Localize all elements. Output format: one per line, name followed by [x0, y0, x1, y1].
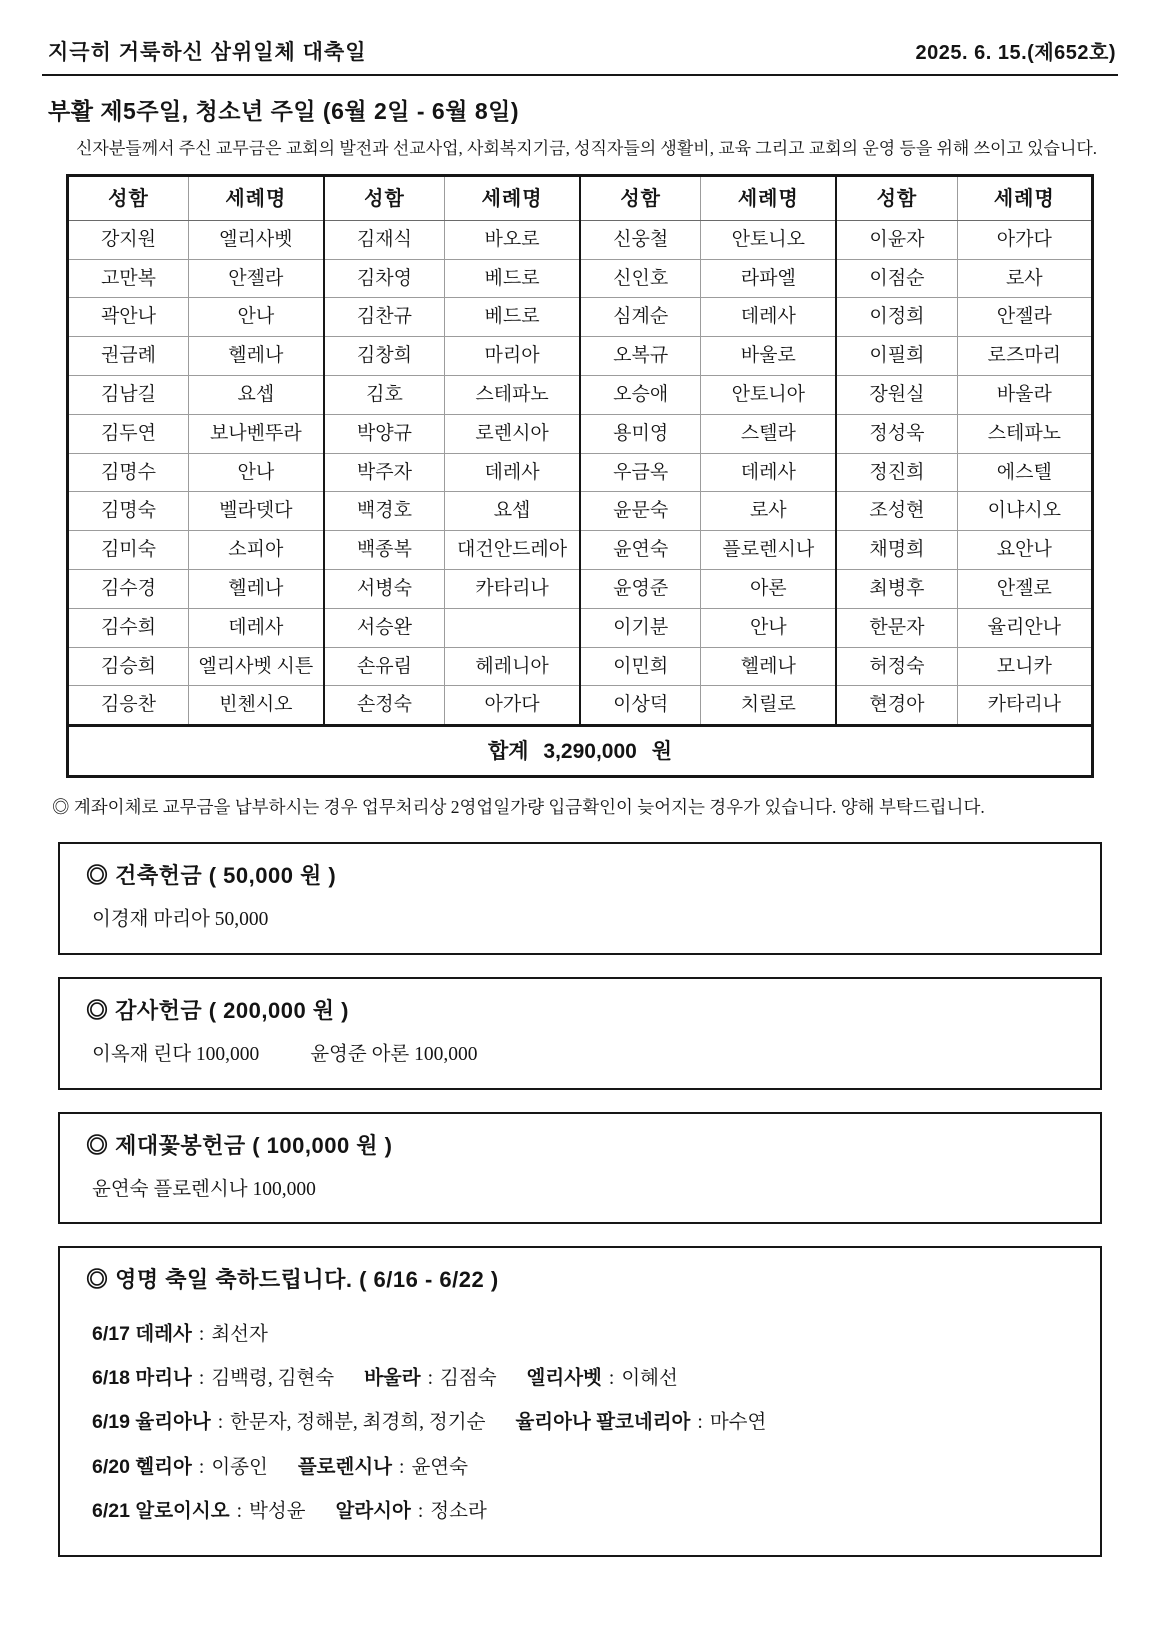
feast-person-names: 이혜선	[621, 1367, 678, 1389]
baptismal-name-cell: 요셉	[188, 376, 323, 415]
donor-name-cell: 현경아	[836, 686, 957, 726]
feast-person-names: 박성윤	[248, 1500, 306, 1522]
donation-row	[68, 647, 1093, 686]
donor-name-cell: 강지원	[68, 220, 189, 259]
baptismal-name-cell: 요셉	[445, 492, 580, 531]
baptismal-name-cell: 아가다	[445, 686, 580, 726]
baptismal-name-cell: 데레사	[701, 298, 836, 337]
donor-name-cell: 이필희	[836, 337, 957, 376]
baptismal-name-cell: 카타리나	[957, 686, 1092, 726]
baptismal-name-cell: 안토니오	[701, 220, 836, 259]
feast-saint-name: 알라시아	[335, 1499, 411, 1522]
feast-saint-name: 6/17 데레사	[92, 1322, 192, 1345]
donor-name-cell: 우금옥	[580, 453, 701, 492]
baptismal-name-cell: 벨라뎃다	[188, 492, 323, 531]
donation-table	[66, 174, 1094, 779]
thanksgiving-title: ◎ 감사헌금 ( 200,000 원 )	[86, 997, 349, 1023]
donor-name-cell: 심계순	[580, 298, 701, 337]
baptismal-name-cell: 에스텔	[957, 453, 1092, 492]
column-header-baptismal: 세례명	[188, 175, 323, 220]
baptismal-name-cell: 플로렌시나	[701, 531, 836, 570]
baptismal-name-cell: 율리안나	[957, 608, 1092, 647]
donation-row	[68, 531, 1093, 570]
column-header-baptismal: 세례명	[957, 175, 1092, 220]
donor-name-cell: 김응찬	[68, 686, 189, 726]
baptismal-name-cell: 베드로	[445, 259, 580, 298]
baptismal-name-cell: 치릴로	[701, 686, 836, 726]
feast-line	[92, 1362, 1078, 1392]
baptismal-name-cell: 이냐시오	[957, 492, 1092, 531]
baptismal-name-cell: 데레사	[701, 453, 836, 492]
donor-name-cell: 김찬규	[324, 298, 445, 337]
baptismal-name-cell: 아론	[701, 570, 836, 609]
feast-segment	[92, 1451, 268, 1481]
donor-name-cell: 한문자	[836, 608, 957, 647]
donor-name-cell: 허정숙	[836, 647, 957, 686]
offering-entry: 이경재 마리아 50,000	[92, 909, 269, 931]
baptismal-name-cell: 로사	[957, 259, 1092, 298]
donation-table-body	[68, 220, 1093, 725]
donation-total-row	[68, 726, 1093, 777]
building-fund-title: ◎ 건축헌금 ( 50,000 원 )	[86, 863, 337, 889]
feast-line	[92, 1495, 1078, 1525]
donor-name-cell: 손유림	[324, 647, 445, 686]
feast-separator: :	[608, 1367, 615, 1389]
feast-segment	[92, 1406, 485, 1436]
altar-flower-box	[58, 1112, 1102, 1225]
feast-person-names: 이종인	[211, 1456, 268, 1478]
feast-line	[92, 1318, 1078, 1348]
donor-name-cell: 김두연	[68, 414, 189, 453]
feast-person-names: 김점숙	[440, 1367, 497, 1389]
offering-entry: 이옥재 린다 100,000	[92, 1044, 260, 1066]
donation-row	[68, 220, 1093, 259]
donation-row	[68, 259, 1093, 298]
donor-name-cell: 김승희	[68, 647, 189, 686]
donor-name-cell: 김재식	[324, 220, 445, 259]
page-title: 부활 제5주일, 청소년 주일 (6월 2일 - 6월 8일)	[48, 98, 519, 125]
column-header-name: 성함	[580, 175, 701, 220]
baptismal-name-cell: 보나벤뚜라	[188, 414, 323, 453]
column-header-name: 성함	[836, 175, 957, 220]
baptismal-name-cell: 헬레나	[188, 570, 323, 609]
donor-name-cell: 이점순	[836, 259, 957, 298]
donation-row	[68, 492, 1093, 531]
baptismal-name-cell: 마리아	[445, 337, 580, 376]
feast-segment	[298, 1451, 468, 1481]
offering-entry: 윤연숙 플로렌시나 100,000	[92, 1178, 316, 1200]
donor-name-cell: 조성현	[836, 492, 957, 531]
donor-name-cell: 백종복	[324, 531, 445, 570]
thanksgiving-box	[58, 977, 1102, 1090]
donor-name-cell: 김명숙	[68, 492, 189, 531]
baptismal-name-cell: 데레사	[188, 608, 323, 647]
feast-title-header: 지극히 거룩하신 삼위일체 대축일	[48, 41, 367, 64]
feast-separator: :	[217, 1412, 224, 1434]
baptismal-name-cell: 안나	[701, 608, 836, 647]
feast-separator: :	[198, 1323, 205, 1345]
baptismal-name-cell: 엘리사벳	[188, 220, 323, 259]
donor-name-cell: 장원실	[836, 376, 957, 415]
donor-name-cell: 서승완	[324, 608, 445, 647]
total-amount: 3,290,000	[543, 740, 637, 764]
baptismal-name-cell: 베드로	[445, 298, 580, 337]
donor-name-cell: 권금례	[68, 337, 189, 376]
baptismal-name-cell: 카타리나	[445, 570, 580, 609]
feast-saint-name: 6/20 헬리아	[92, 1455, 192, 1478]
transfer-note: ◎ 계좌이체로 교무금을 납부하시는 경우 업무처리상 2영업일가량 입금확인이 늦어지는 경우가 있습니다. 양해 부탁드립니다.	[52, 797, 985, 818]
feast-line	[92, 1451, 1078, 1481]
donation-row	[68, 414, 1093, 453]
baptismal-name-cell: 바울로	[701, 337, 836, 376]
donation-row	[68, 337, 1093, 376]
feast-saint-name: 6/19 율리아나	[92, 1411, 211, 1434]
baptismal-name-cell: 안나	[188, 298, 323, 337]
donor-name-cell: 손정숙	[324, 686, 445, 726]
feast-separator: :	[697, 1412, 703, 1434]
donation-table-header-row	[68, 175, 1093, 220]
donor-name-cell: 고만복	[68, 259, 189, 298]
baptismal-name-cell: 헬레나	[701, 647, 836, 686]
baptismal-name-cell: 로렌시아	[445, 414, 580, 453]
feast-saint-name: 6/21 알로이시오	[92, 1499, 230, 1522]
column-header-baptismal: 세례명	[701, 175, 836, 220]
baptismal-name-cell: 안나	[188, 453, 323, 492]
donation-row	[68, 453, 1093, 492]
feast-saint-name: 바울라	[364, 1366, 421, 1389]
feast-day-title: ◎ 영명 축일 축하드립니다. ( 6/16 - 6/22 )	[86, 1267, 499, 1293]
thanksgiving-entries	[92, 1042, 1078, 1067]
baptismal-name-cell: 안젤로	[957, 570, 1092, 609]
donor-name-cell: 김창희	[324, 337, 445, 376]
baptismal-name-cell: 대건안드레아	[445, 531, 580, 570]
feast-saint-name: 플로렌시나	[297, 1455, 393, 1478]
baptismal-name-cell: 스테파노	[957, 414, 1092, 453]
donor-name-cell: 용미영	[580, 414, 701, 453]
donor-name-cell: 최병후	[836, 570, 957, 609]
baptismal-name-cell	[445, 608, 580, 647]
donor-name-cell: 신인호	[580, 259, 701, 298]
donor-name-cell: 이민희	[580, 647, 701, 686]
donation-table-wrap	[66, 174, 1094, 779]
feast-segment	[515, 1406, 766, 1436]
total-unit: 원	[651, 740, 672, 764]
baptismal-name-cell: 바울라	[957, 376, 1092, 415]
document-header	[42, 0, 1118, 76]
donor-name-cell: 이정희	[836, 298, 957, 337]
baptismal-name-cell: 아가다	[957, 220, 1092, 259]
feast-segment	[92, 1495, 306, 1525]
donation-row	[68, 298, 1093, 337]
baptismal-name-cell: 헬레나	[188, 337, 323, 376]
feast-separator: :	[417, 1500, 424, 1522]
donation-row	[68, 608, 1093, 647]
feast-person-names: 한문자, 정해분, 최경희, 정기순	[230, 1412, 486, 1434]
altar-flower-title: ◎ 제대꽃봉헌금 ( 100,000 원 )	[86, 1132, 393, 1158]
feast-person-names: 최선자	[211, 1323, 268, 1345]
donor-name-cell: 곽안나	[68, 298, 189, 337]
donor-name-cell: 김남길	[68, 376, 189, 415]
baptismal-name-cell: 안젤라	[188, 259, 323, 298]
donor-name-cell: 박주자	[324, 453, 445, 492]
total-label: 합계	[488, 740, 529, 764]
feast-saint-name: 엘리사벳	[526, 1366, 602, 1389]
donor-name-cell: 윤문숙	[580, 492, 701, 531]
baptismal-name-cell: 엘리사벳 시튼	[188, 647, 323, 686]
donor-name-cell: 이윤자	[836, 220, 957, 259]
feast-person-names: 마수연	[709, 1412, 767, 1434]
donor-name-cell: 정성욱	[836, 414, 957, 453]
baptismal-name-cell: 안젤라	[957, 298, 1092, 337]
feast-segment	[92, 1318, 268, 1348]
building-fund-box	[58, 842, 1102, 955]
donor-name-cell: 김호	[324, 376, 445, 415]
feast-person-names: 윤연숙	[411, 1456, 468, 1478]
feast-separator: :	[198, 1456, 205, 1478]
baptismal-name-cell: 빈첸시오	[188, 686, 323, 726]
feast-segment	[527, 1362, 678, 1392]
donor-name-cell: 이상덕	[580, 686, 701, 726]
donor-name-cell: 이기분	[580, 608, 701, 647]
intro-text: 신자분들께서 주신 교무금은 교회의 발전과 선교사업, 사회복지기금, 성직자들의 생활비, 교육 그리고 교회의 운영 등을 위해 쓰이고 있습니다.	[76, 138, 1098, 158]
offering-entry: 윤영준 아론 100,000	[310, 1044, 478, 1066]
baptismal-name-cell: 모니카	[957, 647, 1092, 686]
donor-name-cell: 윤연숙	[580, 531, 701, 570]
donation-total-cell	[68, 726, 1093, 777]
donation-row	[68, 686, 1093, 726]
feast-separator: :	[399, 1456, 405, 1478]
feast-lines	[92, 1318, 1078, 1526]
baptismal-name-cell: 요안나	[957, 531, 1092, 570]
baptismal-name-cell: 안토니아	[701, 376, 836, 415]
donor-name-cell: 채명희	[836, 531, 957, 570]
feast-segment	[364, 1362, 496, 1392]
donor-name-cell: 김수희	[68, 608, 189, 647]
donor-name-cell: 박양규	[324, 414, 445, 453]
donor-name-cell: 김미숙	[68, 531, 189, 570]
baptismal-name-cell: 스테파노	[445, 376, 580, 415]
feast-line	[92, 1406, 1078, 1436]
feast-separator: :	[236, 1500, 242, 1522]
baptismal-name-cell: 로즈마리	[957, 337, 1092, 376]
feast-separator: :	[427, 1367, 434, 1389]
feast-segment	[92, 1362, 334, 1392]
altar-flower-entries	[92, 1177, 1078, 1202]
donor-name-cell: 서병숙	[324, 570, 445, 609]
donation-row	[68, 570, 1093, 609]
building-fund-entries	[92, 907, 1078, 932]
feast-person-names: 김백령, 김현숙	[211, 1367, 335, 1389]
feast-day-box	[58, 1246, 1102, 1557]
feast-saint-name: 율리아나 팔코네리아	[515, 1411, 691, 1434]
baptismal-name-cell: 소피아	[188, 531, 323, 570]
donor-name-cell: 신웅철	[580, 220, 701, 259]
feast-saint-name: 6/18 마리나	[92, 1366, 192, 1389]
baptismal-name-cell: 스텔라	[701, 414, 836, 453]
donor-name-cell: 김차영	[324, 259, 445, 298]
column-header-name: 성함	[68, 175, 189, 220]
donor-name-cell: 오승애	[580, 376, 701, 415]
donation-row	[68, 376, 1093, 415]
donor-name-cell: 김수경	[68, 570, 189, 609]
column-header-name: 성함	[324, 175, 445, 220]
column-header-baptismal: 세례명	[445, 175, 580, 220]
donor-name-cell: 오복규	[580, 337, 701, 376]
baptismal-name-cell: 헤레니아	[445, 647, 580, 686]
baptismal-name-cell: 로사	[701, 492, 836, 531]
baptismal-name-cell: 라파엘	[701, 259, 836, 298]
feast-segment	[336, 1495, 487, 1525]
feast-separator: :	[198, 1367, 205, 1389]
baptismal-name-cell: 데레사	[445, 453, 580, 492]
feast-person-names: 정소라	[430, 1500, 487, 1522]
issue-date: 2025. 6. 15.(제652호)	[915, 42, 1116, 65]
baptismal-name-cell: 바오로	[445, 220, 580, 259]
donor-name-cell: 윤영준	[580, 570, 701, 609]
donor-name-cell: 정진희	[836, 453, 957, 492]
donor-name-cell: 김명수	[68, 453, 189, 492]
donor-name-cell: 백경호	[324, 492, 445, 531]
